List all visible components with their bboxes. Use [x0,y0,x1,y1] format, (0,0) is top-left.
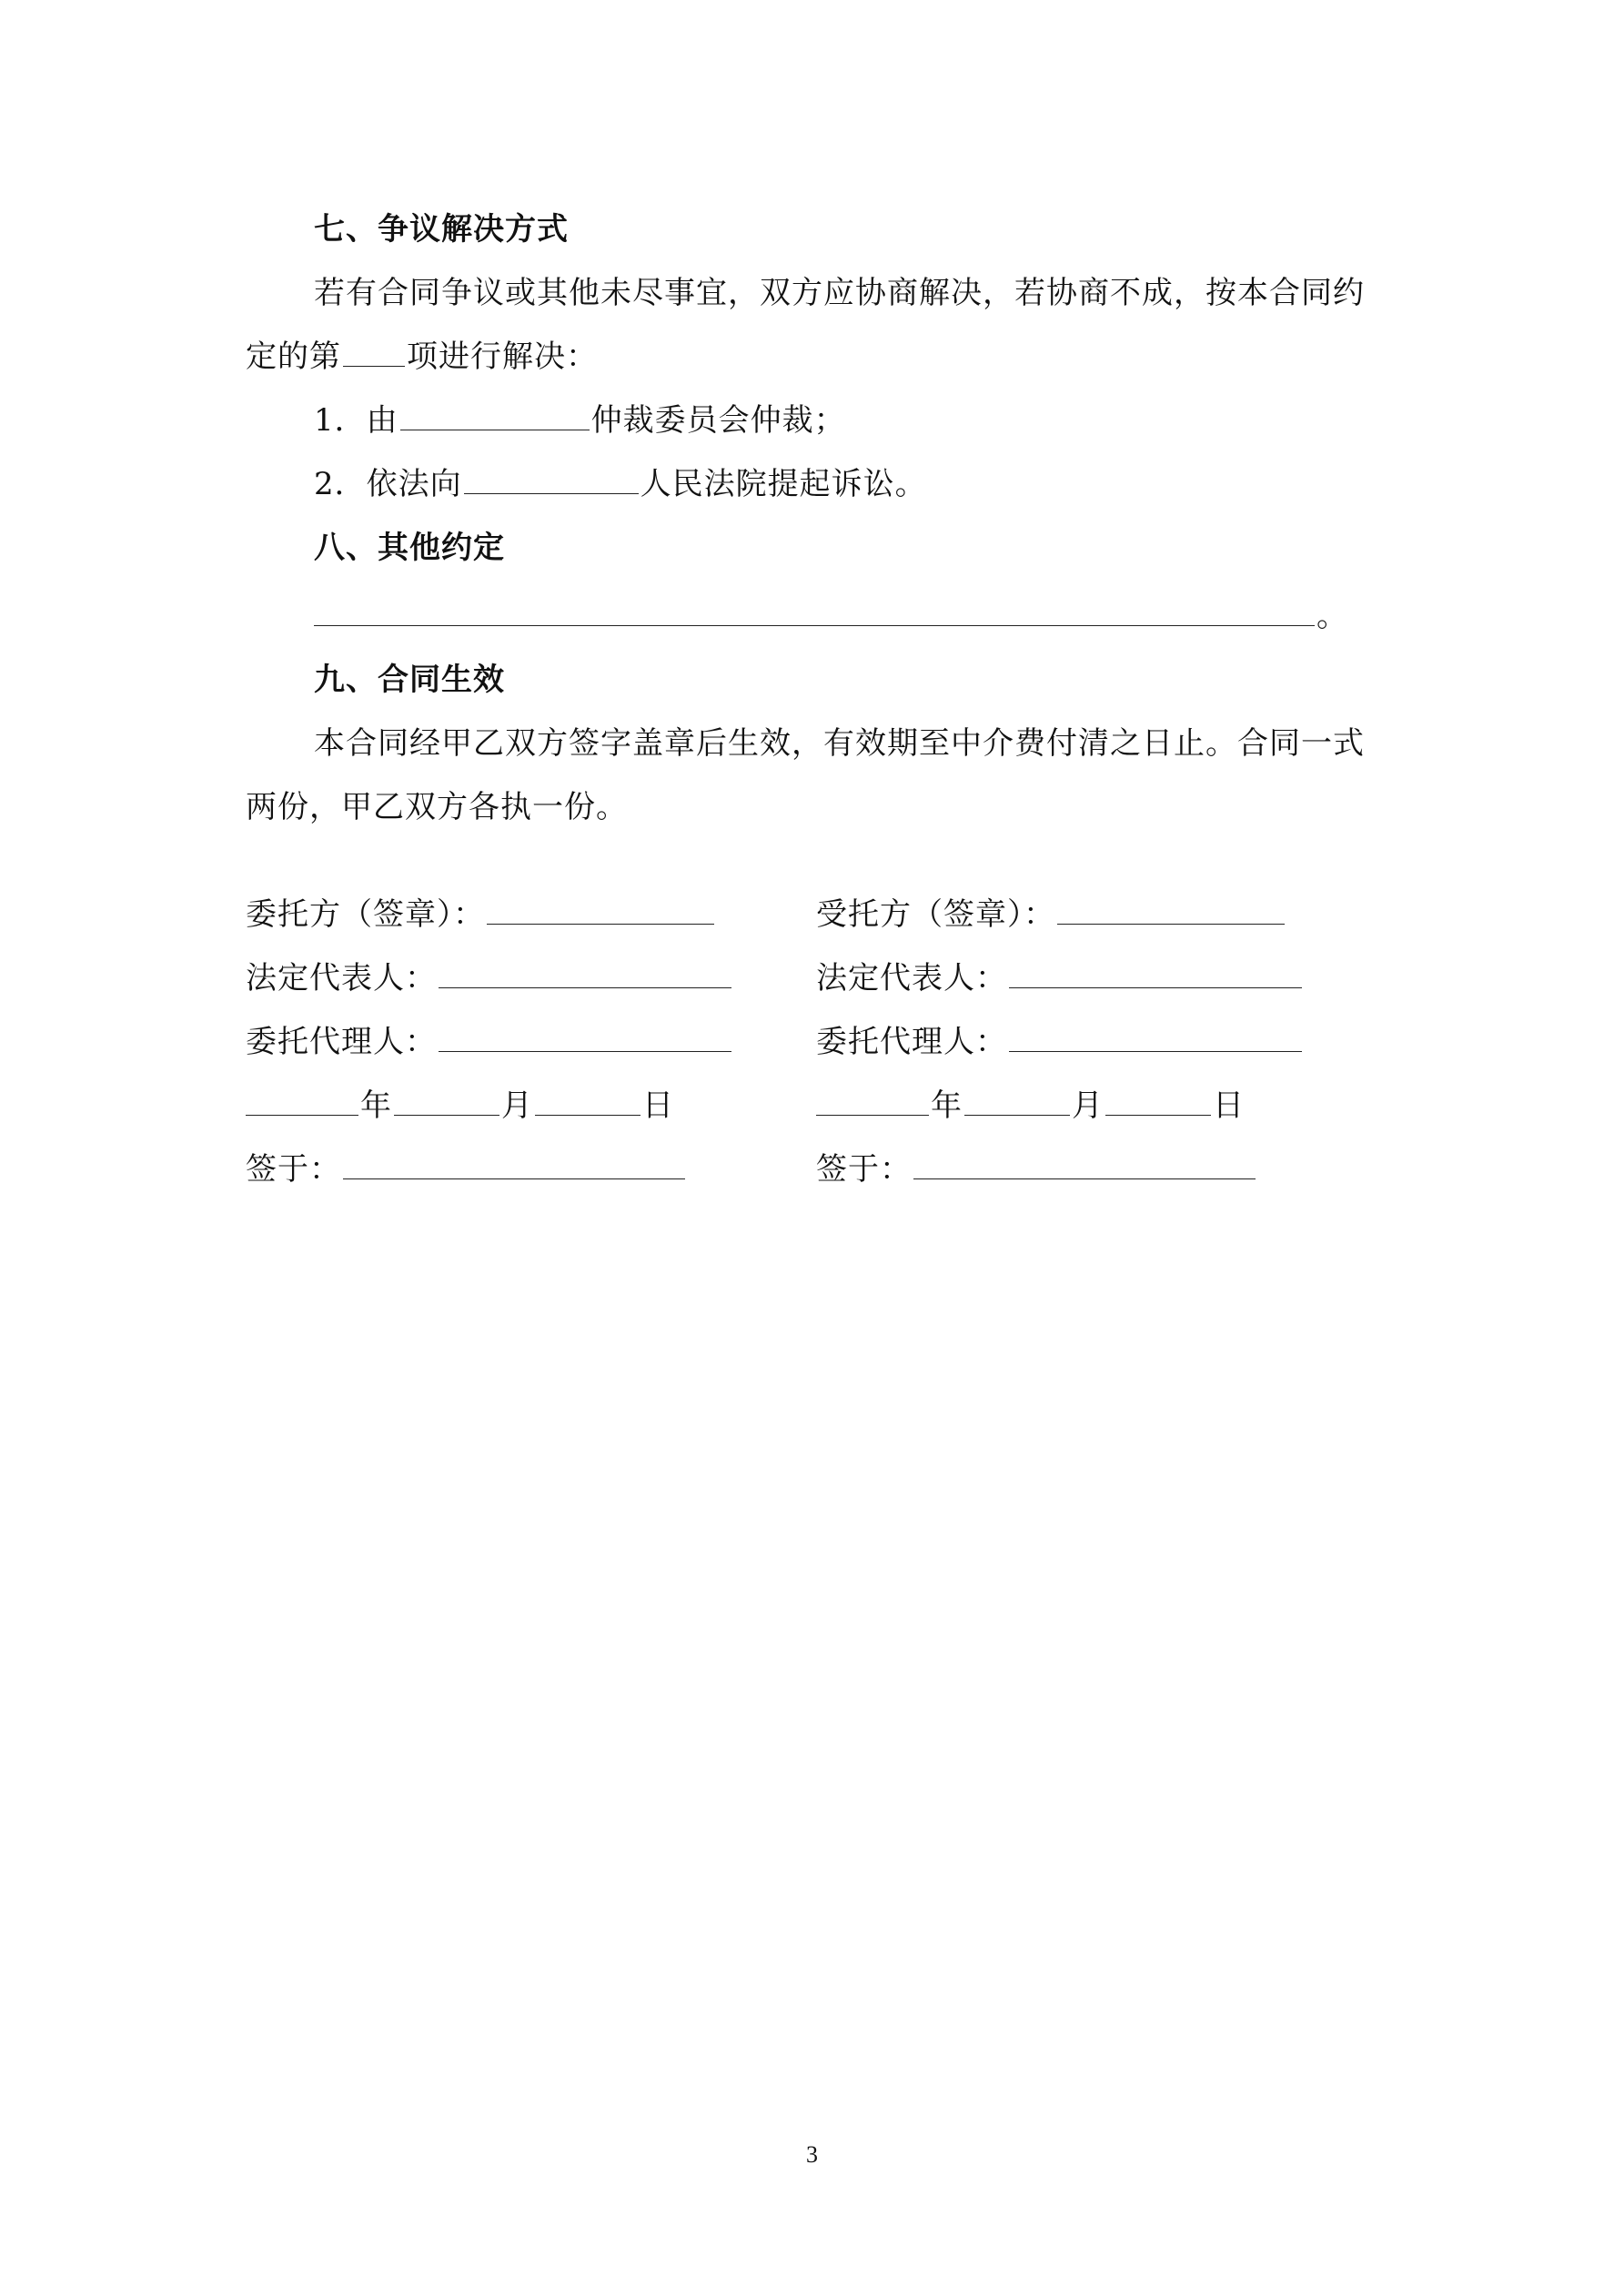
left-legal-rep-blank[interactable] [439,960,731,988]
section7-item1 [314,400,846,440]
right-day-blank[interactable] [1105,1087,1211,1116]
left-legal-rep-row [246,958,733,998]
right-agent-row [816,1022,1304,1062]
right-agent-blank[interactable] [1009,1024,1302,1052]
section7-paragraph-line1: 若有合同争议或其他未尽事宜，双方应协商解决，若协商不成，按本合同约 [314,275,1365,311]
right-legal-rep-row [816,958,1304,998]
left-signed-at-blank[interactable] [343,1151,685,1179]
section9-paragraph-line1: 本合同经甲乙双方签字盖章后生效，有效期至中介费付清之日止。合同一式 [314,725,1365,762]
left-day-blank[interactable] [535,1087,641,1116]
right-year-blank[interactable] [816,1087,929,1116]
section7-item2 [314,464,927,504]
right-party-label: 受托方（签章）： [816,896,1055,933]
right-party-row [816,895,1286,935]
right-month-blank[interactable] [964,1087,1070,1116]
section7-heading: 七、争议解决方式 [314,211,569,248]
right-signed-at-label: 签于： [816,1151,912,1188]
section9-heading: 九、合同生效 [314,662,505,698]
section7-paragraph-line2-prefix: 定的第 [246,339,341,375]
arbitration-commission-blank[interactable] [400,402,590,430]
section7-item1-prefix: 1．由 [314,402,398,439]
option-number-blank[interactable] [343,339,405,367]
other-terms-blank[interactable] [314,598,1315,626]
section7-item2-suffix: 人民法院提起诉讼。 [640,466,927,502]
left-month-blank[interactable] [394,1087,499,1116]
section7-item1-suffix: 仲裁委员会仲裁； [590,402,846,439]
left-agent-row [246,1022,733,1062]
left-year-blank[interactable] [246,1087,358,1116]
left-agent-label: 委托代理人： [246,1024,437,1060]
right-year-label: 年 [931,1087,963,1124]
right-month-label: 月 [1072,1087,1104,1124]
right-day-label: 日 [1213,1087,1245,1124]
left-year-label: 年 [360,1087,392,1124]
court-name-blank[interactable] [464,466,639,494]
left-date-row [246,1086,674,1126]
right-signed-at-blank[interactable] [913,1151,1256,1179]
left-month-label: 月 [501,1087,533,1124]
section7-paragraph-line2 [246,337,598,377]
right-date-row [816,1086,1245,1126]
left-party-label: 委托方（签章）： [246,896,485,933]
left-day-label: 日 [642,1087,674,1124]
section7-item2-prefix: 2．依法向 [314,466,462,502]
left-legal-rep-label: 法定代表人： [246,960,437,996]
left-agent-blank[interactable] [439,1024,731,1052]
left-party-row [246,895,716,935]
right-party-signature-blank[interactable] [1057,896,1285,925]
right-signed-at-row [816,1149,1257,1189]
left-signed-at-label: 签于： [246,1151,341,1188]
section9-paragraph-line2: 两份，甲乙双方各执一份。 [246,789,628,825]
section7-paragraph-line2-suffix: 项进行解决： [407,339,598,375]
section8-heading: 八、其他约定 [314,530,505,566]
left-party-signature-blank[interactable] [487,896,714,925]
section8-other-terms [314,596,1348,636]
right-legal-rep-blank[interactable] [1009,960,1302,988]
page-number: 3 [806,2141,818,2168]
right-legal-rep-label: 法定代表人： [816,960,1007,996]
left-signed-at-row [246,1149,687,1189]
right-agent-label: 委托代理人： [816,1024,1007,1060]
section8-end-mark: 。 [1316,598,1348,634]
